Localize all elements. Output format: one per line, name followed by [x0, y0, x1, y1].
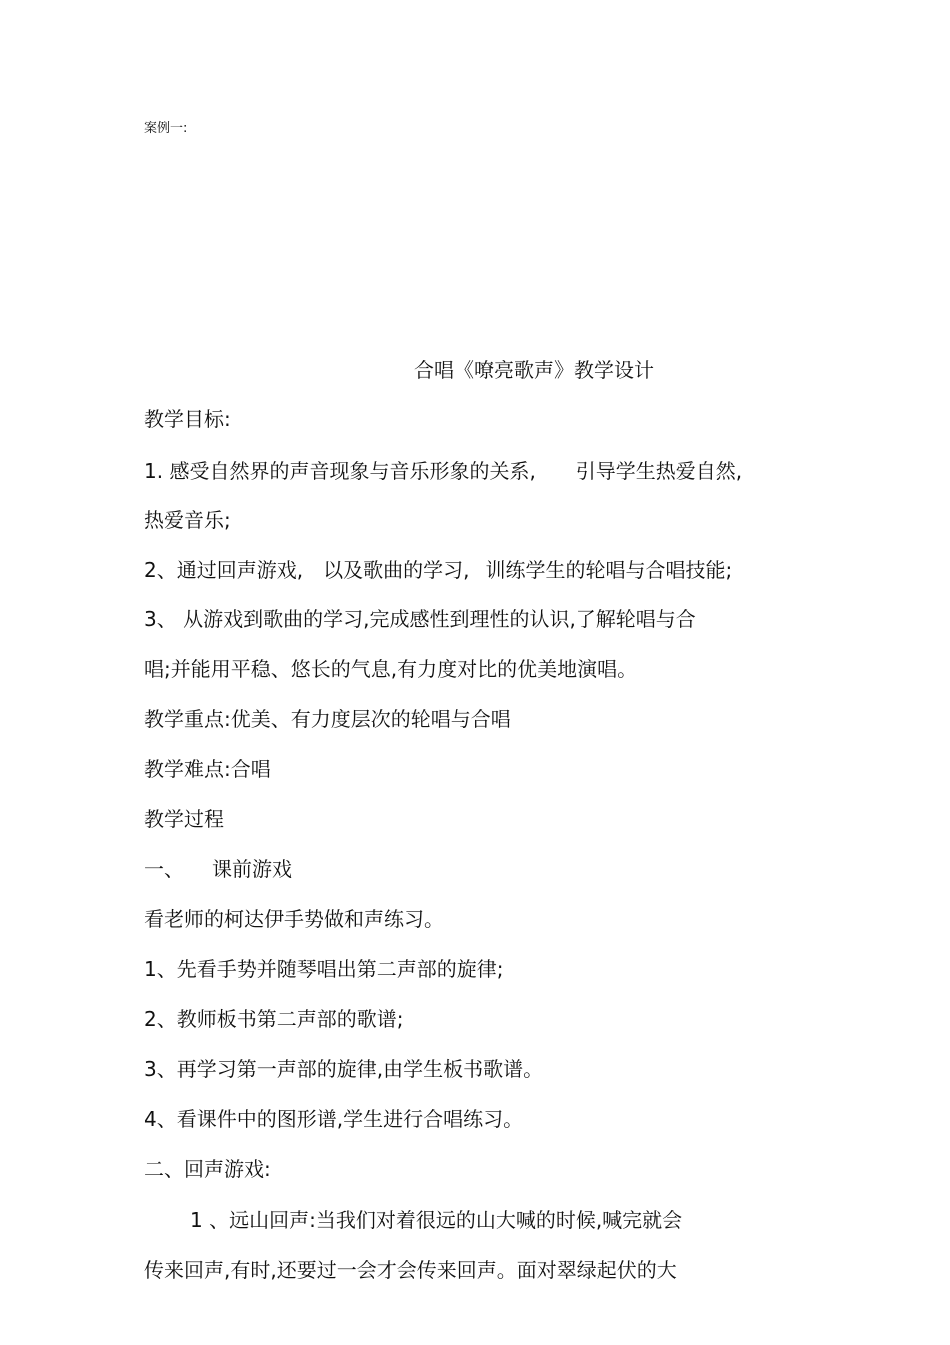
goal-item-3-continued: 唱;并能用平稳、悠长的气息,有力度对比的优美地演唱。	[144, 657, 638, 681]
process-heading: 教学过程	[144, 807, 224, 831]
difficulty: 教学难点:合唱	[144, 757, 271, 781]
goal-item-3: 3、 从游戏到歌曲的学习,完成感性到理性的认识,了解轮唱与合	[144, 607, 696, 631]
goal-item-2-part-c: 训练学生的轮唱与合唱技能;	[485, 558, 733, 582]
document-title: 合唱《嘹亮歌声》教学设计	[414, 358, 654, 382]
echo-paragraph-line-2: 传来回声,有时,还要过一会才会传来回声。面对翠绿起伏的大	[144, 1258, 677, 1282]
section-1-heading	[144, 855, 292, 883]
goals-heading: 教学目标:	[144, 407, 231, 431]
goal-item-1-part-b: 引导学生热爱自然,	[575, 459, 743, 483]
goal-item-2-part-a: 2、通过回声游戏,	[144, 558, 304, 582]
section-1-number: 一、	[144, 857, 184, 881]
step-4: 4、看课件中的图形谱,学生进行合唱练习。	[144, 1107, 524, 1131]
section-2-heading: 二、回声游戏:	[144, 1157, 271, 1181]
step-3: 3、再学习第一声部的旋律,由学生板书歌谱。	[144, 1057, 544, 1081]
goal-item-2	[144, 556, 732, 584]
step-1: 1、先看手势并随琴唱出第二声部的旋律;	[144, 957, 504, 981]
key-point: 教学重点:优美、有力度层次的轮唱与合唱	[144, 707, 511, 731]
goal-item-1-continued: 热爱音乐;	[144, 508, 231, 532]
echo-paragraph-line-1: 1 、远山回声:当我们对着很远的山大喊的时候,喊完就会	[190, 1208, 683, 1232]
goal-item-1	[144, 457, 742, 485]
case-label: 案例一:	[144, 121, 188, 136]
goal-item-2-part-b: 以及歌曲的学习,	[323, 558, 470, 582]
section-1-title: 课前游戏	[212, 857, 292, 881]
section-1-intro: 看老师的柯达伊手势做和声练习。	[144, 907, 444, 931]
goal-item-1-part-a: 1. 感受自然界的声音现象与音乐形象的关系,	[144, 459, 536, 483]
step-2: 2、教师板书第二声部的歌谱;	[144, 1007, 404, 1031]
